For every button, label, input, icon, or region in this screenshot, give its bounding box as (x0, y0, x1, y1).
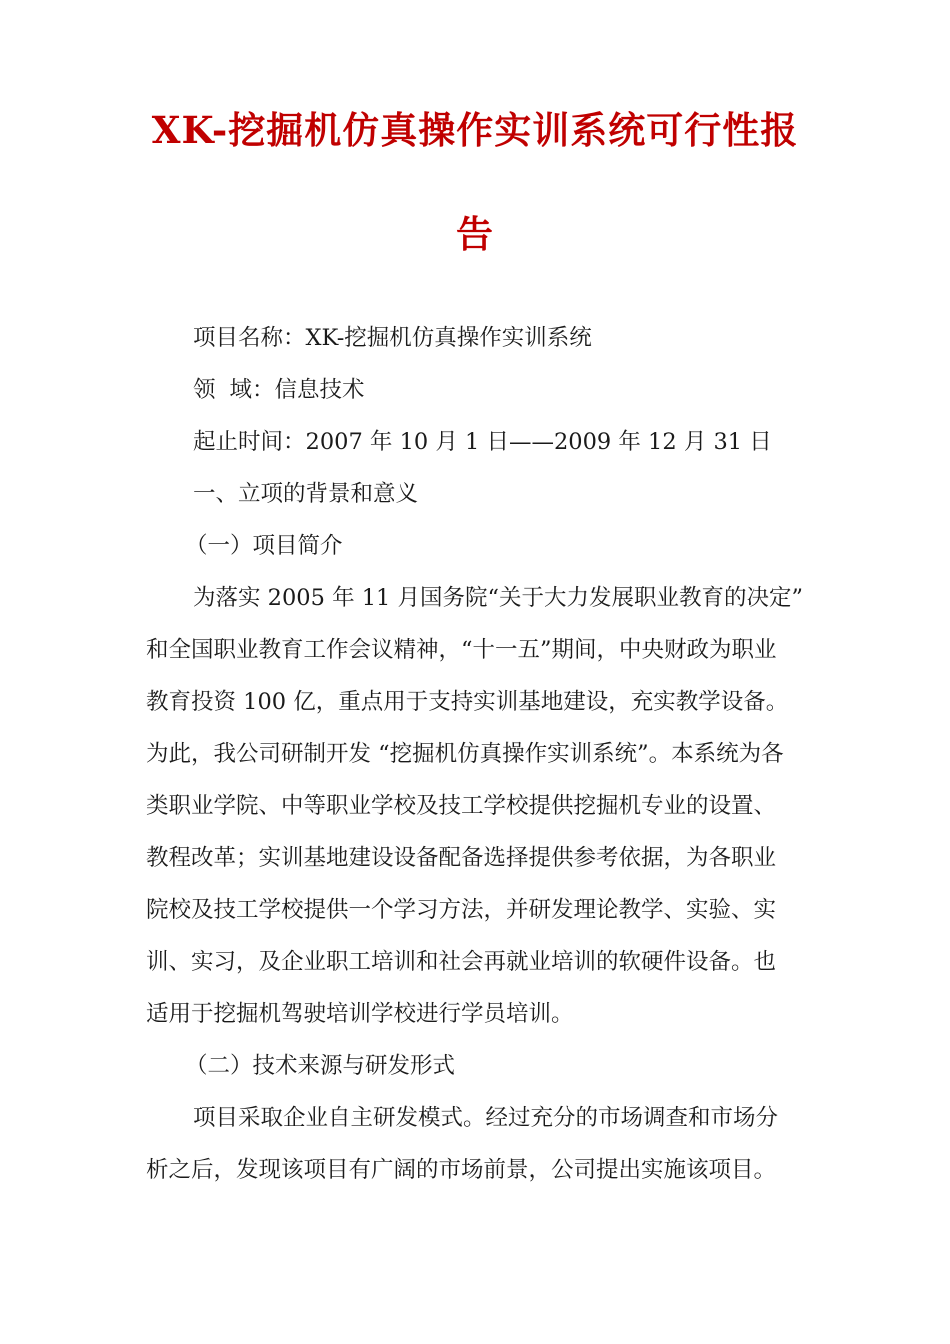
document-title-line-2: 告 (456, 212, 494, 256)
project-field-value: 信息技术 (274, 377, 365, 403)
project-period-row (193, 426, 772, 458)
section-1-heading: 一、立项的背景和意义 (193, 481, 419, 507)
project-name-row (193, 322, 592, 354)
paragraph-1-line: 为此，我公司研制开发 “挖掘机仿真操作实训系统”。本系统为各 (146, 741, 784, 767)
project-period-label: 起止时间： (193, 429, 306, 455)
subsection-2-heading: （二）技术来源与研发形式 (185, 1053, 456, 1079)
paragraph-2-line: 项目采取企业自主研发模式。经过充分的市场调查和市场分 (193, 1105, 779, 1131)
project-period-value: 2007 年 10 月 1 日——2009 年 12 月 31 日 (305, 429, 772, 455)
paragraph-1-line: 为落实 2005 年 11 月国务院“关于大力发展职业教育的决定” (193, 585, 804, 611)
project-field-row (193, 374, 365, 406)
paragraph-1-line: 和全国职业教育工作会议精神，“十一五”期间，中央财政为职业 (146, 637, 777, 663)
paragraph-1-line: 类职业学院、中等职业学校及技工学校提供挖掘机专业的设置、 (146, 793, 777, 819)
project-field-label-b: 域： (229, 377, 275, 403)
paragraph-1-line: 教程改革；实训基地建设设备配备选择提供参考依据，为各职业 (146, 845, 777, 871)
document-title-line-1: XK-挖掘机仿真操作实训系统可行性报 (151, 108, 799, 152)
paragraph-1-line: 院校及技工学校提供一个学习方法，并研发理论教学、实验、实 (146, 897, 777, 923)
paragraph-1-line: 训、实习，及企业职工培训和社会再就业培训的软硬件设备。也 (146, 949, 777, 975)
subsection-1-heading: （一）项目简介 (185, 533, 343, 559)
paragraph-1-line: 适用于挖掘机驾驶培训学校进行学员培训。 (146, 1001, 574, 1027)
project-name-value: XK-挖掘机仿真操作实训系统 (305, 325, 592, 351)
project-name-label: 项目名称： (193, 325, 306, 351)
paragraph-1-line: 教育投资 100 亿，重点用于支持实训基地建设，充实教学设备。 (146, 689, 789, 715)
project-field-label-a: 领 (193, 377, 216, 403)
paragraph-2-line: 析之后，发现该项目有广阔的市场前景，公司提出实施该项目。 (146, 1157, 777, 1183)
